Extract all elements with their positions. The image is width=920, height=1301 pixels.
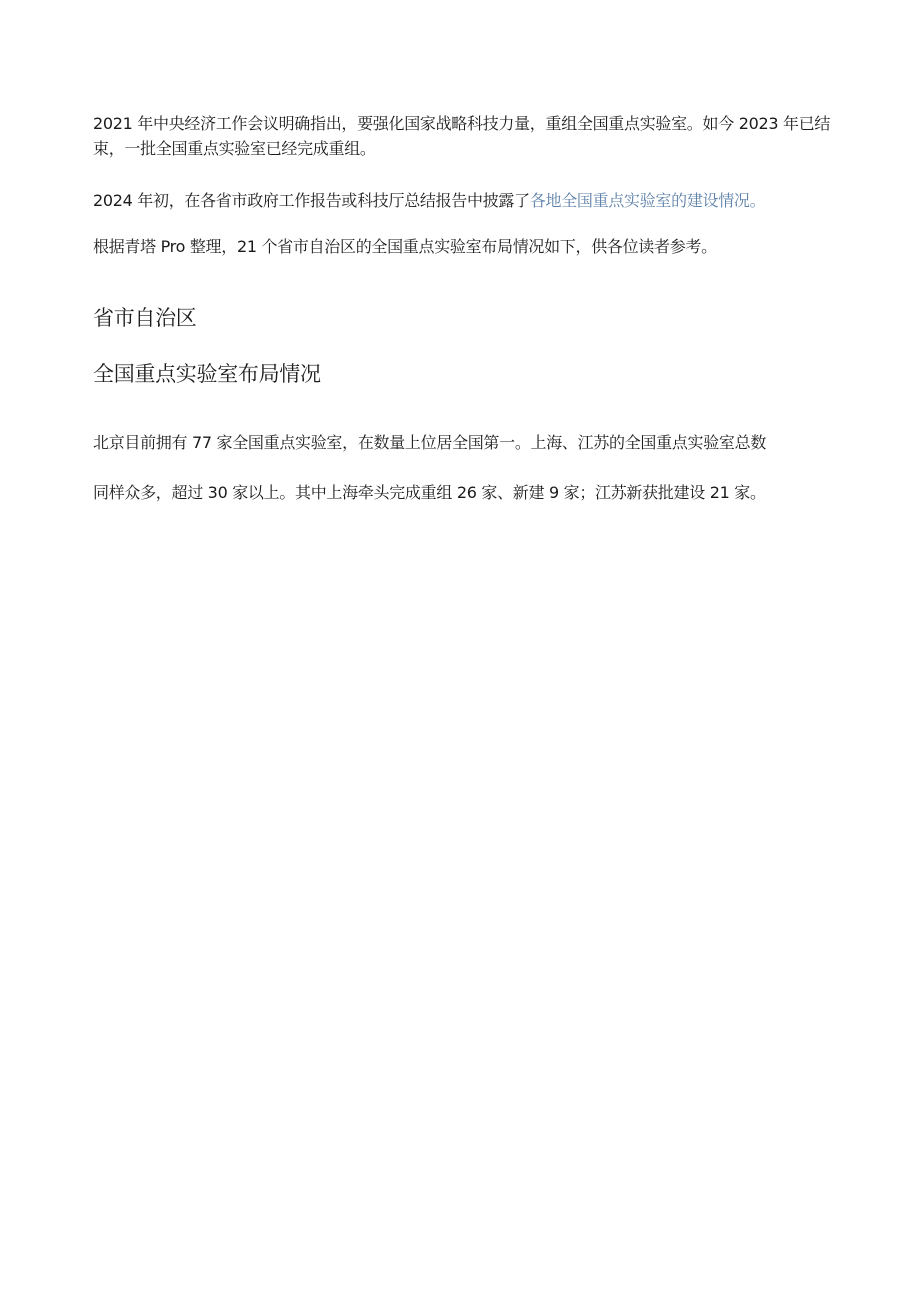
section-heading-provinces: 省市自治区 <box>93 306 197 330</box>
source-paragraph: 根据青塔 Pro 整理，21 个省市自治区的全国重点实验室布局情况如下，供各位读者参考。 <box>93 237 717 256</box>
disclosure-paragraph <box>93 188 833 213</box>
disclosure-text: 2024 年初，在各省市政府工作报告或科技厅总结报告中披露了 <box>93 191 530 210</box>
body-line-2: 同样众多，超过 30 家以上。其中上海牵头完成重组 26 家、新建 9 家；江苏新获批建设 21 家。 <box>93 483 766 502</box>
construction-status-link[interactable]: 各地全国重点实验室的建设情况。 <box>529 191 766 210</box>
body-line-1: 北京目前拥有 77 家全国重点实验室，在数量上位居全国第一。上海、江苏的全国重点实验室总数 <box>93 433 767 452</box>
section-heading-layout: 全国重点实验室布局情况 <box>93 362 321 386</box>
intro-paragraph: 2021 年中央经济工作会议明确指出，要强化国家战略科技力量，重组全国重点实验室。如今 2023 年已结束，一批全国重点实验室已经完成重组。 <box>93 114 831 158</box>
